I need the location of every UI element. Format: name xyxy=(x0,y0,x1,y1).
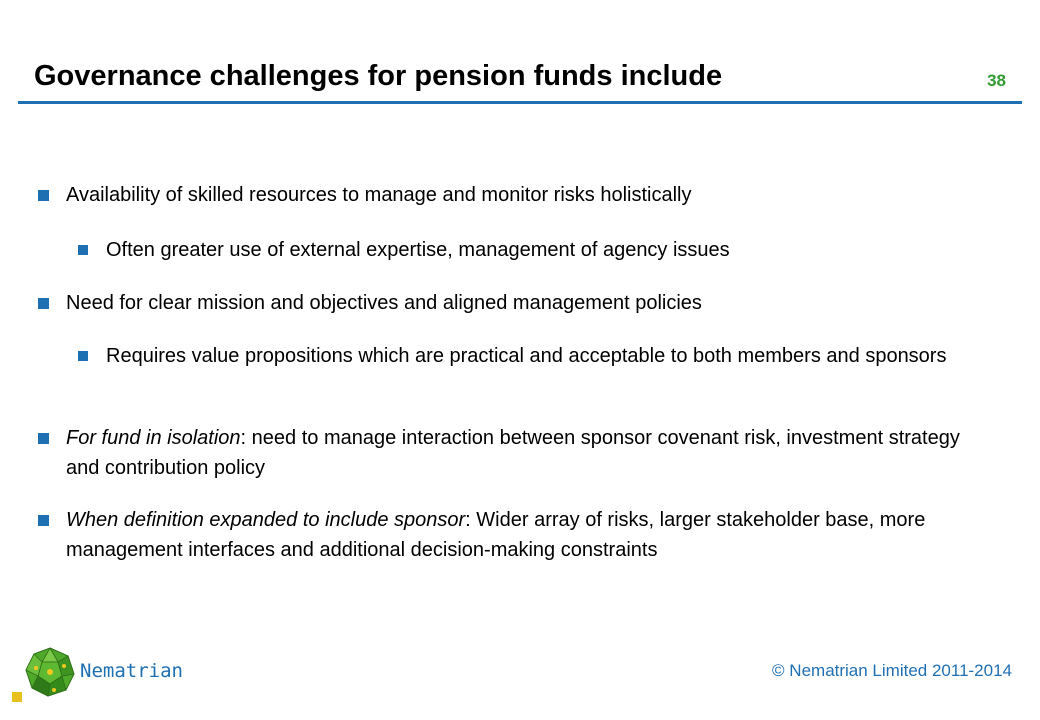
bullet-italic-lead: When definition expanded to include sponsor xyxy=(66,509,466,531)
bullet-square-icon xyxy=(78,351,88,361)
bullet-square-icon xyxy=(38,515,49,526)
bullet-item xyxy=(66,423,986,483)
bullet-square-icon xyxy=(38,298,49,309)
bullet-italic-lead: For fund in isolation xyxy=(66,427,241,449)
bullet-text: : Wider array of risks, larger stakeholder base, more management interfaces and additional decision-making constraints xyxy=(66,509,926,561)
bullet-item xyxy=(66,505,986,565)
bullet-text: Need for clear mission and objectives and aligned management policies xyxy=(66,292,702,314)
sub-bullet-item xyxy=(106,235,986,265)
bullet-square-icon xyxy=(38,190,49,201)
corner-square-icon xyxy=(12,692,22,702)
bullet-square-icon xyxy=(38,433,49,444)
footer-brand: Nematrian xyxy=(80,660,183,682)
title-divider xyxy=(18,101,1022,104)
sub-bullet-item xyxy=(106,341,986,371)
bullet-item xyxy=(66,180,986,210)
green-polyhedron-icon xyxy=(24,646,76,703)
bullet-text: Availability of skilled resources to manage and monitor risks holistically xyxy=(66,184,692,206)
slide-title: Governance challenges for pension funds include xyxy=(34,60,723,92)
bullet-item xyxy=(66,288,986,318)
bullet-text: : need to manage interaction between sponsor covenant risk, investment strategy and contribution policy xyxy=(66,427,960,479)
footer-copyright: © Nematrian Limited 2011-2014 xyxy=(772,661,1012,680)
slide-number: 38 xyxy=(987,71,1006,90)
bullet-text: Requires value propositions which are practical and acceptable to both members and sponsors xyxy=(106,345,947,367)
bullet-text: Often greater use of external expertise, management of agency issues xyxy=(106,239,730,261)
bullet-square-icon xyxy=(78,245,88,255)
